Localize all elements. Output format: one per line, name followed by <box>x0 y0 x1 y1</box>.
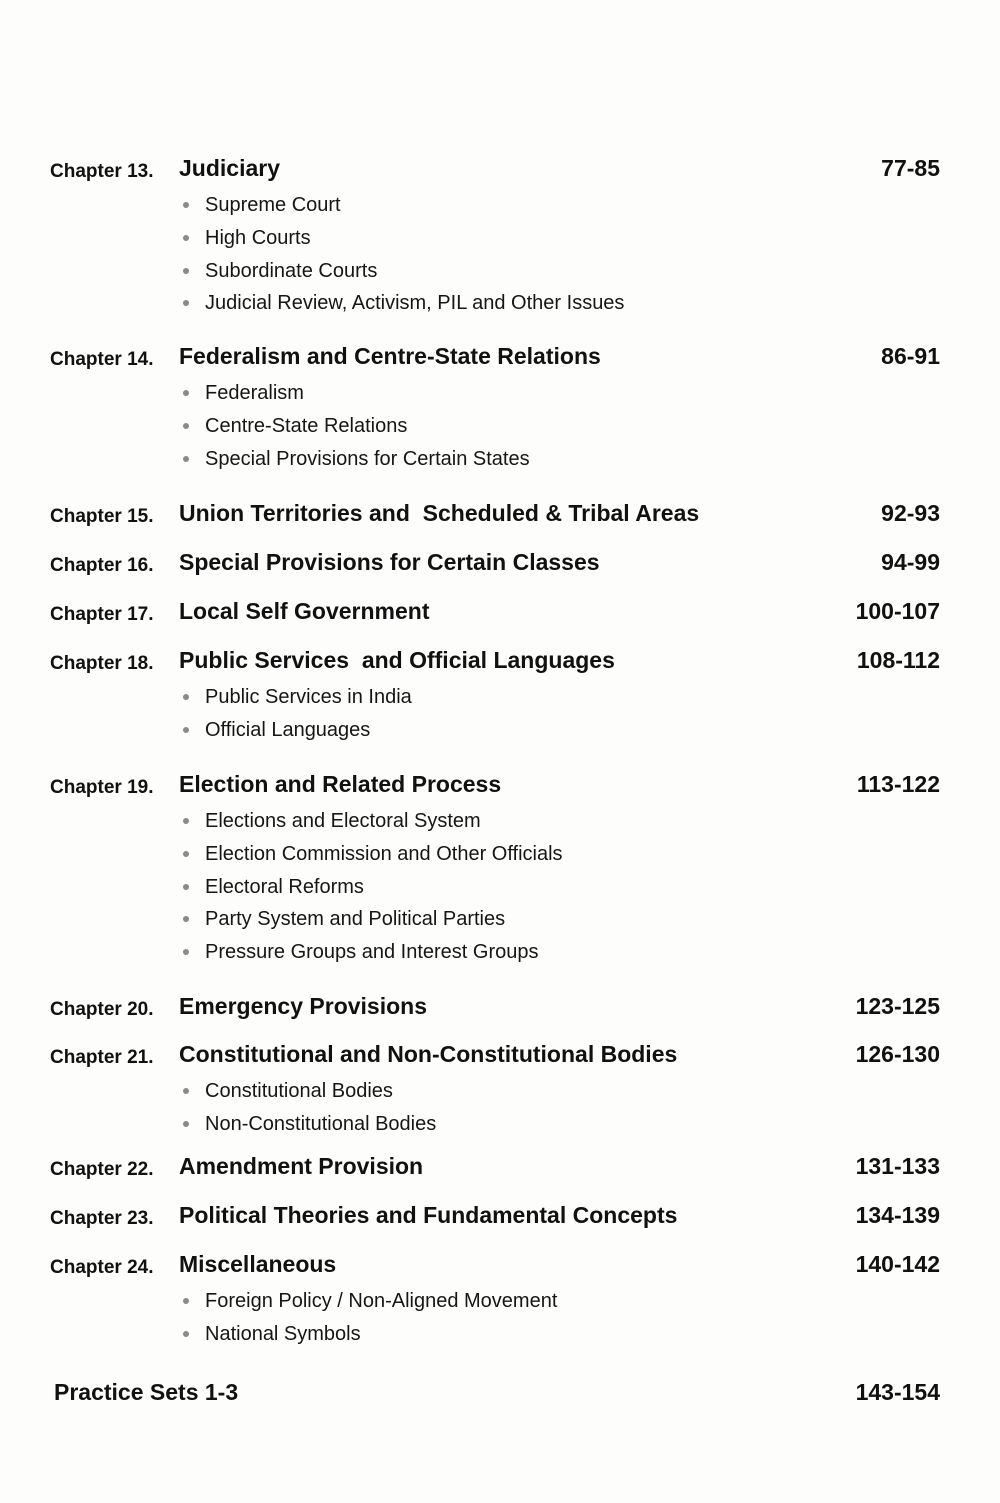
subtopic-label: Federalism <box>205 382 304 404</box>
subtopic-list <box>181 189 624 320</box>
subtopic-label: Constitutional Bodies <box>205 1080 393 1102</box>
chapter-number: Chapter 23. <box>50 1208 154 1229</box>
chapter-title: Amendment Provision <box>179 1153 424 1179</box>
page-range: 86-91 <box>881 343 940 369</box>
chapter-title: Judiciary <box>179 155 280 181</box>
subtopic-item <box>181 255 624 288</box>
subtopic-item <box>181 838 563 871</box>
subtopic-label: Electoral Reforms <box>205 875 364 898</box>
subtopic-label: Supreme Court <box>205 194 341 216</box>
subtopic-item <box>181 377 530 410</box>
chapter-title: Emergency Provisions <box>179 993 427 1019</box>
subtopic-item <box>181 936 563 969</box>
bullet-icon <box>183 235 189 241</box>
page-range: 77-85 <box>881 155 940 181</box>
subtopic-item <box>181 287 624 320</box>
subtopic-list <box>181 805 563 969</box>
subtopic-label: Official Languages <box>205 718 371 741</box>
subtopic-item <box>181 443 530 476</box>
subtopic-list <box>181 1075 436 1141</box>
chapter-title: Constitutional and Non-Constitutional Bodies <box>179 1041 678 1067</box>
subtopic-item <box>181 714 412 747</box>
chapter-title: Public Services and Official Languages <box>179 647 615 673</box>
subtopic-item <box>181 222 624 255</box>
chapter-number: Chapter 13. <box>50 161 154 182</box>
bullet-icon <box>183 423 189 429</box>
chapter-number: Chapter 22. <box>50 1159 154 1180</box>
chapter-title: Political Theories and Fundamental Concepts <box>179 1202 678 1228</box>
subtopic-label: Special Provisions for Certain States <box>205 447 530 470</box>
chapter-title: Election and Related Process <box>179 771 502 797</box>
page-range: 140-142 <box>855 1251 940 1277</box>
bullet-icon <box>183 884 189 890</box>
subtopic-item <box>181 805 563 838</box>
subtopic-list <box>181 681 412 747</box>
bullet-icon <box>183 1331 189 1337</box>
subtopic-label: High Courts <box>205 226 311 249</box>
page-range: 126-130 <box>855 1041 940 1067</box>
bullet-icon <box>183 390 189 396</box>
subtopic-label: Non-Constitutional Bodies <box>205 1112 437 1135</box>
bullet-icon <box>183 1121 189 1127</box>
subtopic-item <box>181 1318 557 1351</box>
page-range: 134-139 <box>855 1202 940 1228</box>
page-range: 100-107 <box>855 598 940 624</box>
subtopic-list <box>181 377 530 475</box>
subtopic-item <box>181 871 563 904</box>
bullet-icon <box>183 949 189 955</box>
subtopic-item <box>181 681 412 714</box>
page-range: 143-154 <box>855 1379 940 1405</box>
subtopic-item <box>181 1075 436 1108</box>
subtopic-label: Pressure Groups and Interest Groups <box>205 941 539 964</box>
bullet-icon <box>183 727 189 733</box>
page-range: 108-112 <box>856 647 940 673</box>
subtopic-label: Judicial Review, Activism, PIL and Other Issues <box>205 292 625 315</box>
subtopic-label: Public Services in India <box>205 686 412 708</box>
practice-sets-title: Practice Sets 1-3 <box>54 1379 239 1405</box>
bullet-icon <box>183 694 189 700</box>
bullet-icon <box>183 300 189 306</box>
chapter-number: Chapter 24. <box>50 1257 154 1278</box>
subtopic-label: Election Commission and Other Officials <box>205 842 563 865</box>
chapter-number: Chapter 16. <box>50 555 154 576</box>
page-range: 92-93 <box>881 500 940 526</box>
subtopic-label: National Symbols <box>205 1322 361 1345</box>
subtopic-label: Foreign Policy / Non-Aligned Movement <box>205 1290 558 1312</box>
chapter-title: Union Territories and Scheduled & Tribal Areas <box>179 500 700 526</box>
bullet-icon <box>183 1088 189 1094</box>
subtopic-item <box>181 189 624 222</box>
subtopic-item <box>181 903 563 936</box>
subtopic-item <box>181 410 530 443</box>
bullet-icon <box>183 456 189 462</box>
chapter-number: Chapter 17. <box>50 604 154 625</box>
bullet-icon <box>183 916 189 922</box>
bullet-icon <box>183 818 189 824</box>
chapter-number: Chapter 18. <box>50 653 154 674</box>
chapter-number: Chapter 15. <box>50 506 154 527</box>
subtopic-label: Centre-State Relations <box>205 414 408 437</box>
chapter-title: Special Provisions for Certain Classes <box>179 549 600 575</box>
page-range: 94-99 <box>881 549 940 575</box>
subtopic-label: Subordinate Courts <box>205 259 378 282</box>
bullet-icon <box>183 851 189 857</box>
page-range: 123-125 <box>855 993 940 1019</box>
subtopic-item <box>181 1285 557 1318</box>
bullet-icon <box>183 268 189 274</box>
subtopic-label: Elections and Electoral System <box>205 810 481 832</box>
subtopic-list <box>181 1285 557 1351</box>
subtopic-label: Party System and Political Parties <box>205 908 506 931</box>
chapter-number: Chapter 21. <box>50 1047 154 1068</box>
chapter-title: Federalism and Centre-State Relations <box>179 343 601 369</box>
chapter-title: Local Self Government <box>179 598 430 624</box>
bullet-icon <box>183 1298 189 1304</box>
chapter-number: Chapter 19. <box>50 777 154 798</box>
table-of-contents <box>50 0 940 1503</box>
chapter-title: Miscellaneous <box>179 1251 337 1277</box>
bullet-icon <box>183 202 189 208</box>
page-range: 113-122 <box>856 771 940 797</box>
page-range: 131-133 <box>855 1153 940 1179</box>
subtopic-item <box>181 1108 436 1141</box>
chapter-number: Chapter 20. <box>50 999 154 1020</box>
chapter-number: Chapter 14. <box>50 349 154 370</box>
